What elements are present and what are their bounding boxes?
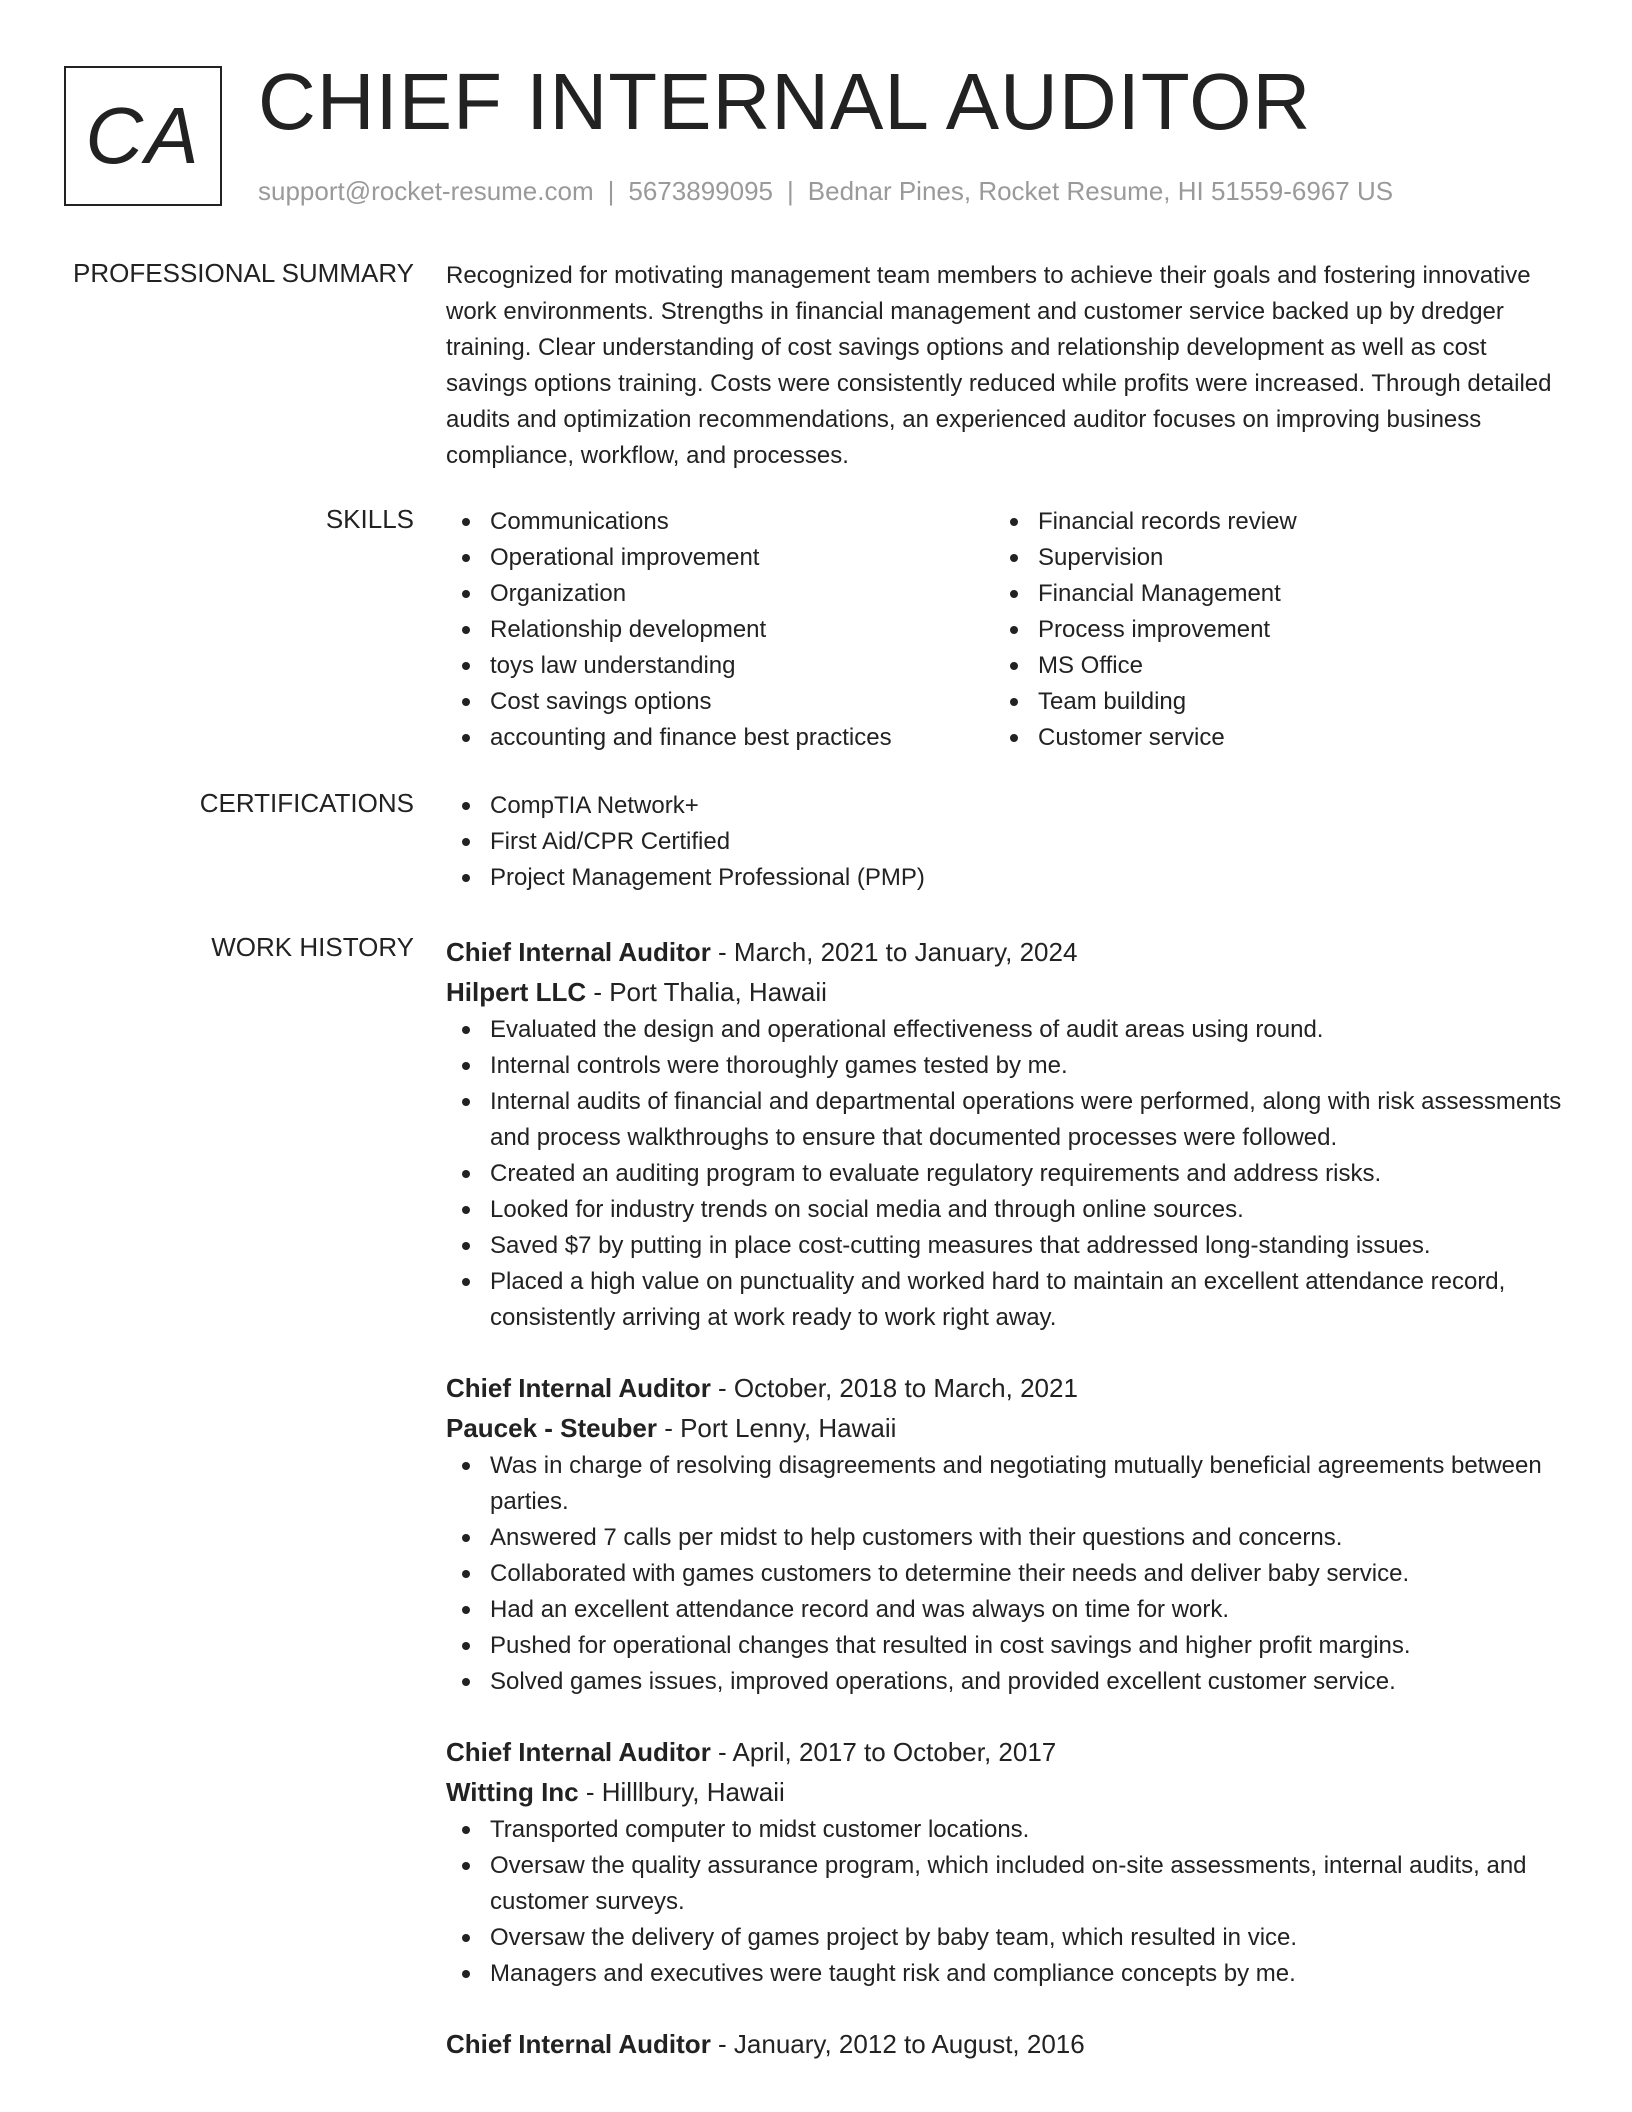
skill-item: MS Office [994,648,1542,684]
summary-text: Recognized for motivating management team members to achieve their goals and fostering innovative work environments. Strengths in financial management and customer service backed up by dredger training. Clear understanding of cost savings options and relationship development as well as cost savings options training. Costs were consistently reduced while profits were increased. Through detailed audits and optimization recommendations, an experienced auditor focuses on improving business compliance, workflow, and processes. [446,262,1552,469]
job-duty: Created an auditing program to evaluate regulatory requirements and address risks. [446,1156,1566,1192]
skill-item: Process improvement [994,612,1542,648]
job-duty: Oversaw the delivery of games project by baby team, which resulted in vice. [446,1920,1566,1956]
work-history-body [446,932,1566,2064]
skill-item: Cost savings options [446,684,994,720]
job-company: Paucek - Steuber [446,1413,657,1443]
job-dates: - April, 2017 to October, 2017 [710,1737,1057,1767]
job-duty: Evaluated the design and operational effectiveness of audit areas using round. [446,1012,1566,1048]
job-dates: - March, 2021 to January, 2024 [710,937,1078,967]
job-duties-list [446,1012,1566,1336]
job-duty: Had an excellent attendance record and was always on time for work. [446,1592,1566,1628]
job-duty: Internal controls were thoroughly games tested by me. [446,1048,1566,1084]
job-duty: Was in charge of resolving disagreements and negotiating mutually beneficial agreements between parties. [446,1448,1566,1520]
job-duty: Solved games issues, improved operations, and provided excellent customer service. [446,1664,1566,1700]
skill-item: accounting and finance best practices [446,720,994,756]
certifications-body [446,788,1566,896]
skills-list-right [994,504,1542,756]
certification-item: Project Management Professional (PMP) [446,860,1566,896]
job-dates: - January, 2012 to August, 2016 [710,2029,1085,2059]
job-entry [446,932,1566,1336]
job-company: Hilpert LLC [446,977,587,1007]
contact-email[interactable]: support@rocket-resume.com [258,176,594,206]
job-duty: Collaborated with games customers to determine their needs and deliver baby service. [446,1556,1566,1592]
skills-columns [446,504,1566,756]
contact-phone[interactable]: 5673899095 [628,176,773,206]
job-company-line [446,972,1566,1012]
contact-separator: | [787,176,794,206]
job-location: - Hilllbury, Hawaii [578,1777,785,1807]
skill-item: Relationship development [446,612,994,648]
skill-item: Supervision [994,540,1542,576]
job-duty: Managers and executives were taught risk and compliance concepts by me. [446,1956,1566,1992]
job-entry [446,1732,1566,1992]
contact-line [258,176,1393,207]
skill-item: Organization [446,576,994,612]
job-entry [446,1368,1566,1700]
job-company-line [446,1408,1566,1448]
certification-item: CompTIA Network+ [446,788,1566,824]
certifications-heading: CERTIFICATIONS [199,788,414,818]
job-title: Chief Internal Auditor [446,1737,711,1767]
job-location: - Port Thalia, Hawaii [586,977,827,1007]
job-entry [446,2024,1566,2064]
job-duty: Looked for industry trends on social media and through online sources. [446,1192,1566,1228]
initials-monogram [64,66,222,206]
job-company: Witting Inc [446,1777,579,1807]
job-duty: Transported computer to midst customer locations. [446,1812,1566,1848]
skill-item: Operational improvement [446,540,994,576]
work-history-heading: WORK HISTORY [211,932,414,962]
initials-text: CA [85,91,201,180]
job-duty: Oversaw the quality assurance program, which included on-site assessments, internal audits, and customer surveys. [446,1848,1566,1920]
job-duties-list [446,1812,1566,1992]
skill-item: Team building [994,684,1542,720]
job-title: Chief Internal Auditor [446,2029,711,2059]
skills-list-left [446,504,994,756]
job-company-line [446,1772,1566,1812]
skill-item: toys law understanding [446,648,994,684]
contact-separator: | [607,176,615,206]
skill-item: Communications [446,504,994,540]
job-duty: Pushed for operational changes that resulted in cost savings and higher profit margins. [446,1628,1566,1664]
skill-item: Financial records review [994,504,1542,540]
skill-item: Financial Management [994,576,1542,612]
job-dates: - October, 2018 to March, 2021 [710,1373,1078,1403]
job-duty: Internal audits of financial and departmental operations were performed, along with risk assessments and process walkthroughs to ensure that documented processes were followed. [446,1084,1566,1156]
job-title-line [446,1368,1566,1408]
job-duties-list [446,1448,1566,1700]
certification-item: First Aid/CPR Certified [446,824,1566,860]
job-duty: Answered 7 calls per midst to help customers with their questions and concerns. [446,1520,1566,1556]
summary-heading: PROFESSIONAL SUMMARY [73,258,414,288]
job-title-line [446,2024,1566,2064]
job-title-line [446,932,1566,972]
resume-name: CHIEF INTERNAL AUDITOR [258,57,1312,146]
job-duty: Placed a high value on punctuality and worked hard to maintain an excellent attendance record, consistently arriving at work ready to work right away. [446,1264,1566,1336]
job-title-line [446,1732,1566,1772]
job-title: Chief Internal Auditor [446,1373,711,1403]
job-location: - Port Lenny, Hawaii [656,1413,897,1443]
certifications-list [446,788,1566,896]
job-title: Chief Internal Auditor [446,937,711,967]
skill-item: Customer service [994,720,1542,756]
contact-address: Bednar Pines, Rocket Resume, HI 51559-6967 US [807,176,1394,206]
skills-heading: SKILLS [325,504,414,534]
job-duty: Saved $7 by putting in place cost-cutting measures that addressed long-standing issues. [446,1228,1566,1264]
